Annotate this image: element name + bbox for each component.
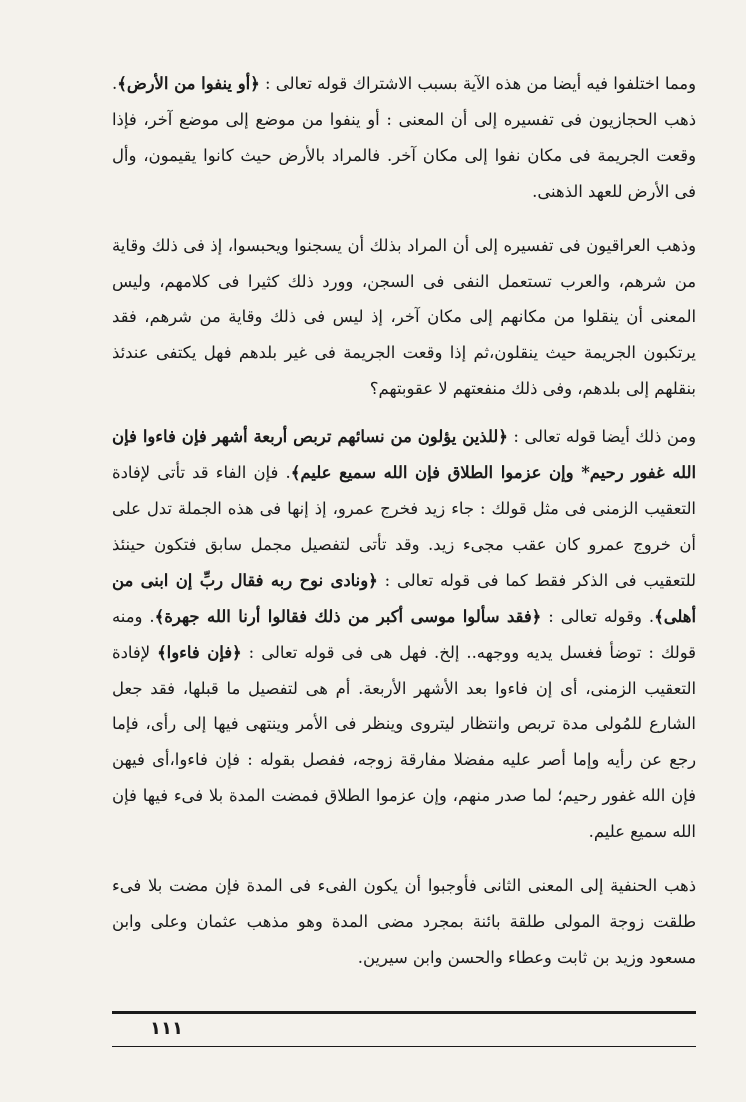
paragraph-text: وذهب العراقيون فى تفسيره إلى أن المراد بذلك أن يسجنوا ويحبسوا، إذ فى ذلك وقاية من شرهم، والعرب تستعمل النفى فى السجن، وورد ذلك كثيرا فى كلامهم، وليس المعنى أن ينقلوا من مكانهم إلى مكان آخر، إذ ليس فى ذلك وقاية من شرهم، فقد يرتكبون الجريمة حيث ينقلون،ثم إذا وقعت الجريمة فى غير بلدهم فهل يكتفى عندئذ بنقلهم إلى بلدهم، وفى ذلك منفعتهم لا عقوبتهم؟ (112, 235, 696, 399)
paragraph-text: . وقوله تعالى : (541, 606, 655, 626)
quran-verse: ﴿ونادى نوح ربه فقال ربِّ إن ابنى من أهلى﴾ (112, 570, 696, 626)
paragraph (112, 419, 696, 850)
quran-verse: ﴿فقد سألوا موسى أكبر من ذلك فقالوا أرنا الله جهرة﴾ (154, 606, 542, 626)
page-body (112, 66, 696, 976)
quran-verse: ﴿فإن فاءوا﴾ (157, 642, 242, 662)
paragraph (112, 228, 696, 408)
paragraph-text: ومن ذلك أيضا قوله تعالى : (507, 427, 696, 447)
paragraph-text: . ومنه قولك : توضأ فغسل يديه ووجهه.. إلخ. فهل هى فى قوله تعالى : (112, 606, 696, 662)
paragraph-text: . فإن الفاء قد تأتى لإفادة التعقيب الزمنى فى مثل قولك : جاء زيد فخرج عمرو، إذ إنها فى هذه الجملة تدل على أن خروج عمرو كان عقب مجىء زيد. وقد تأتى لتفصيل مجمل سابق فتكون حينئذ للتعقيب فى الذكر فقط كما فى قوله تعالى : (112, 463, 696, 590)
paragraph-text: ذهب الحنفية إلى المعنى الثانى فأوجبوا أن يكون الفىء فى المدة فإن مضت بلا فىء طلقت زوجة المولى طلقة بائنة بمجرد مضى المدة وهو مذهب عثمان وعلى وابن مسعود وزيد بن ثابت وعطاء والحسن وابن سيرين. (112, 876, 696, 967)
quran-verse: ﴿للذين يؤلون من نسائهم تربص أربعة أشهر فإن فاءوا فإن الله غفور رحيم* وإن عزموا الطلاق فإن الله سميع عليم﴾ (112, 427, 696, 483)
page-number: ١١١ (150, 1018, 183, 1039)
footer-rule-thick (112, 1011, 696, 1014)
paragraph-text: . ذهب الحجازيون فى تفسيره إلى أن المعنى : أو ينفوا من موضع إلى موضع آخر، فإذا وقعت الجريمة فى مكان نفوا إلى مكان آخر. فالمراد بالأرض حيث كانوا يقيمون، وأل فى الأرض للعهد الذهنى. (112, 74, 697, 201)
paragraph (112, 66, 696, 210)
paragraph (112, 868, 696, 976)
footer-rule-thin (112, 1046, 696, 1047)
paragraph-text: ومما اختلفوا فيه أيضا من هذه الآية بسبب الاشتراك قوله تعالى : (259, 74, 696, 93)
quran-verse: ﴿أو ينفوا من الأرض﴾ (117, 74, 260, 93)
paragraph-text: لإفادة التعقيب الزمنى، أى إن فاءوا بعد الأشهر الأربعة. أم هى لتفصيل ما قبلها، فقد جعل الشارع للمُولى مدة تربص وانتظار ليتروى وينظر فى الأمر وينتهى فيها إلى رأى، فإما رجع عن رأيه وإما أصر عليه مفضلا مفارقة زوجه، ففصل بقوله : فإن فاءوا،أى فيهن فإن الله غفور رحيم؛ لما صدر منهم، وإن عزموا الطلاق فمضت المدة بلا فىء فيها فإن الله سميع عليم. (112, 642, 696, 842)
